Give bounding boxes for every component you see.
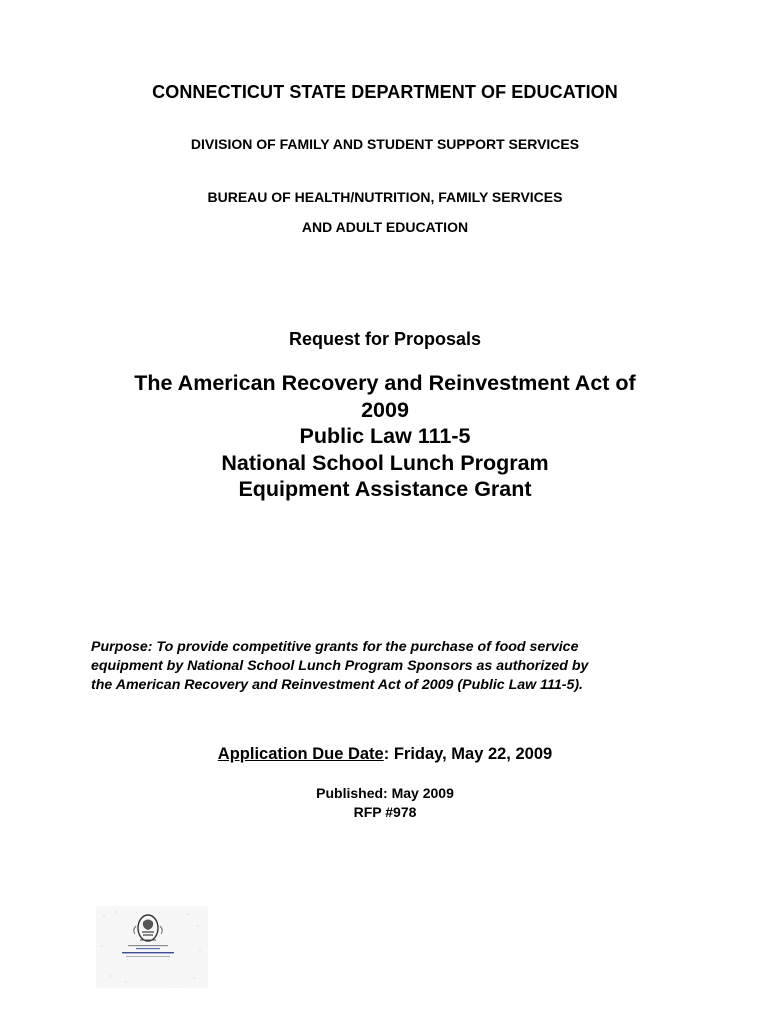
document-type-label: Request for Proposals [288,329,482,349]
rfp-number: RFP #978 [353,804,417,820]
department-heading: CONNECTICUT STATE DEPARTMENT OF EDUCATION [152,82,618,102]
document-title [0,370,770,503]
title-line: Public Law 111-5 [299,424,471,448]
purpose-line: equipment by National School Lunch Program Sponsors as authorized by [91,658,589,674]
title-line: National School Lunch Program [221,450,549,475]
purpose-line: the American Recovery and Reinvestment Act of 2009 (Public Law 111-5). [91,677,583,693]
due-date-label: Application Due Date [217,745,384,763]
due-date-value: : Friday, May 22, 2009 [383,745,553,763]
title-line: 2009 [361,397,409,422]
application-due-date [0,745,770,764]
purpose-line: Purpose: To provide competitive grants for the purchase of food service [91,639,579,655]
published-date: Published: May 2009 [316,785,454,801]
title-line: The American Recovery and Reinvestment Act of [134,371,636,395]
division-heading: DIVISION OF FAMILY AND STUDENT SUPPORT SERVICES [190,136,580,152]
purpose-statement [91,638,691,695]
state-seal-logo-icon [96,906,208,988]
bureau-heading-line2: AND ADULT EDUCATION [301,219,469,235]
title-line: Equipment Assistance Grant [238,477,532,501]
bureau-heading-line1: BUREAU OF HEALTH/NUTRITION, FAMILY SERVICES [207,189,563,205]
